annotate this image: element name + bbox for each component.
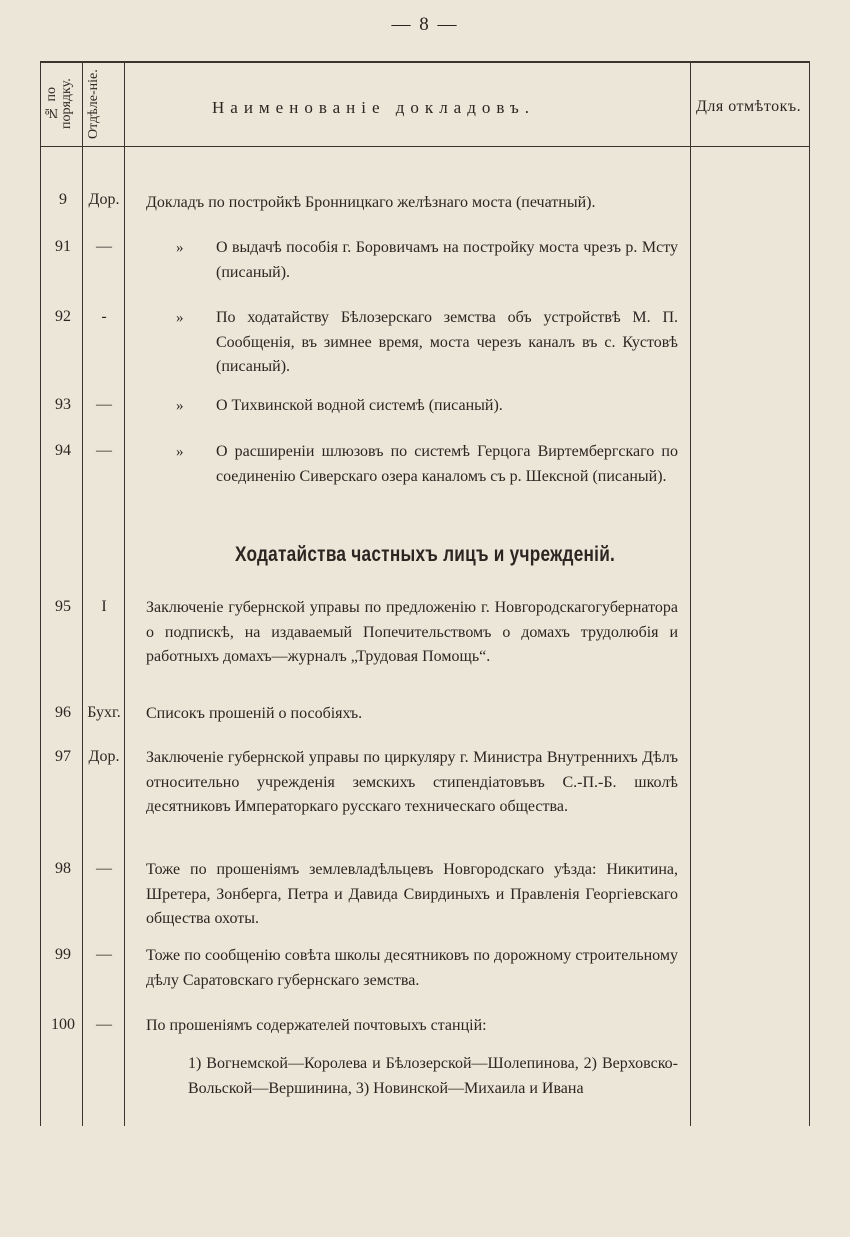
- row-number: 99: [55, 946, 71, 963]
- row-department: -: [101, 308, 107, 325]
- row-text: Тоже по прошеніямъ землевладѣльцевъ Новгородскаго уѣзда: Никитина, Шретера, Зонберга, Петра и Давида Свирдиныхъ и Правленія Георгіевскаго общества охоты.: [146, 861, 678, 927]
- row-text: Заключеніе губернской управы по предложенію г. Новгородскагогубернатора о подпискѣ, на издаваемый Попечительствомъ о домахъ трудолюбія и работныхъ домахъ—журналъ „Трудовая Помощь“.: [146, 599, 678, 665]
- table-left-border: [40, 61, 41, 1126]
- row-number: 96: [55, 704, 71, 721]
- row-department: —: [96, 946, 112, 963]
- row-number: 97: [55, 748, 71, 765]
- row-number: 95: [55, 598, 71, 615]
- row-department: —: [96, 442, 112, 459]
- page-number: — 8 —: [391, 14, 459, 35]
- row-number: 92: [55, 308, 71, 325]
- row-number: 100: [51, 1016, 75, 1033]
- row-number: 98: [55, 860, 71, 877]
- row-department: I: [101, 598, 107, 615]
- row-number: 91: [55, 238, 71, 255]
- header-bottom-rule: [40, 146, 810, 147]
- row-text: О расширеніи шлюзовъ по системѣ Герцога Виртембергскаго по соединенію Сиверскаго озера каналомъ съ р. Шексной (писаный).: [216, 443, 678, 485]
- row-department: Бухг.: [87, 704, 121, 721]
- ditto-mark: »: [176, 310, 184, 326]
- header-department-column: Отдѣле-ніе.: [86, 69, 101, 139]
- row-text: Списокъ прошеній о пособіяхъ.: [146, 705, 363, 722]
- row-department: —: [96, 860, 112, 877]
- row-number: 9: [59, 191, 67, 208]
- header-number-column: № по порядку.: [44, 78, 74, 130]
- sub-item-text: 1) Вогнемской—Королева и Бѣлозерской—Шолепинова, 2) Верховско-Вольской—Вершинина, 3) Новинской—Михаила и Ивана: [188, 1055, 678, 1097]
- ditto-mark: »: [176, 444, 184, 460]
- row-text: Заключеніе губернской управы по циркуляру г. Министра Внутреннихъ Дѣлъ относительно учрежденія земскихъ стипендіатовъвъ С.-П.-Б. школѣ десятниковъ Императоркаго русскаго техническаго общества.: [146, 749, 678, 815]
- col-divider-num: [82, 61, 83, 1126]
- col-divider-notes: [690, 61, 691, 1126]
- row-text: О Тихвинской водной системѣ (писаный).: [216, 397, 503, 414]
- table-right-border: [809, 61, 810, 1126]
- row-text: По ходатайству Бѣлозерскаго земства объ устройствѣ М. П. Сообщенія, въ зимнее время, моста черезъ каналъ въ с. Кустовѣ (писаный).: [216, 309, 678, 375]
- ditto-mark: »: [176, 240, 184, 256]
- row-department: —: [96, 238, 112, 255]
- row-text: По прошеніямъ содержателей почтовыхъ станцій:: [146, 1017, 487, 1034]
- row-department: —: [96, 1016, 112, 1033]
- table-top-rule: [40, 61, 810, 63]
- row-department: —: [96, 396, 112, 413]
- col-divider-dept: [124, 61, 125, 1126]
- row-text: О выдачѣ пособія г. Боровичамъ на постройку моста чрезъ р. Мсту (писаный).: [216, 239, 678, 281]
- header-notes-column: Для отмѣтокъ.: [696, 98, 802, 115]
- row-number: 94: [55, 442, 71, 459]
- row-text: Тоже по сообщенію совѣта школы десятниковъ по дорожному строительному дѣлу Саратовскаго губернскаго земства.: [146, 947, 678, 989]
- row-text: Докладъ по постройкѣ Бронницкаго желѣзнаго моста (печатный).: [146, 194, 596, 211]
- row-department: Дор.: [88, 748, 120, 765]
- header-title-column: Наименованіе докладовъ.: [212, 98, 536, 117]
- section-heading: Ходатайства частныхъ лицъ и учрежденій.: [234, 543, 616, 566]
- row-department: Дор.: [88, 191, 120, 208]
- row-number: 93: [55, 396, 71, 413]
- ditto-mark: »: [176, 398, 184, 414]
